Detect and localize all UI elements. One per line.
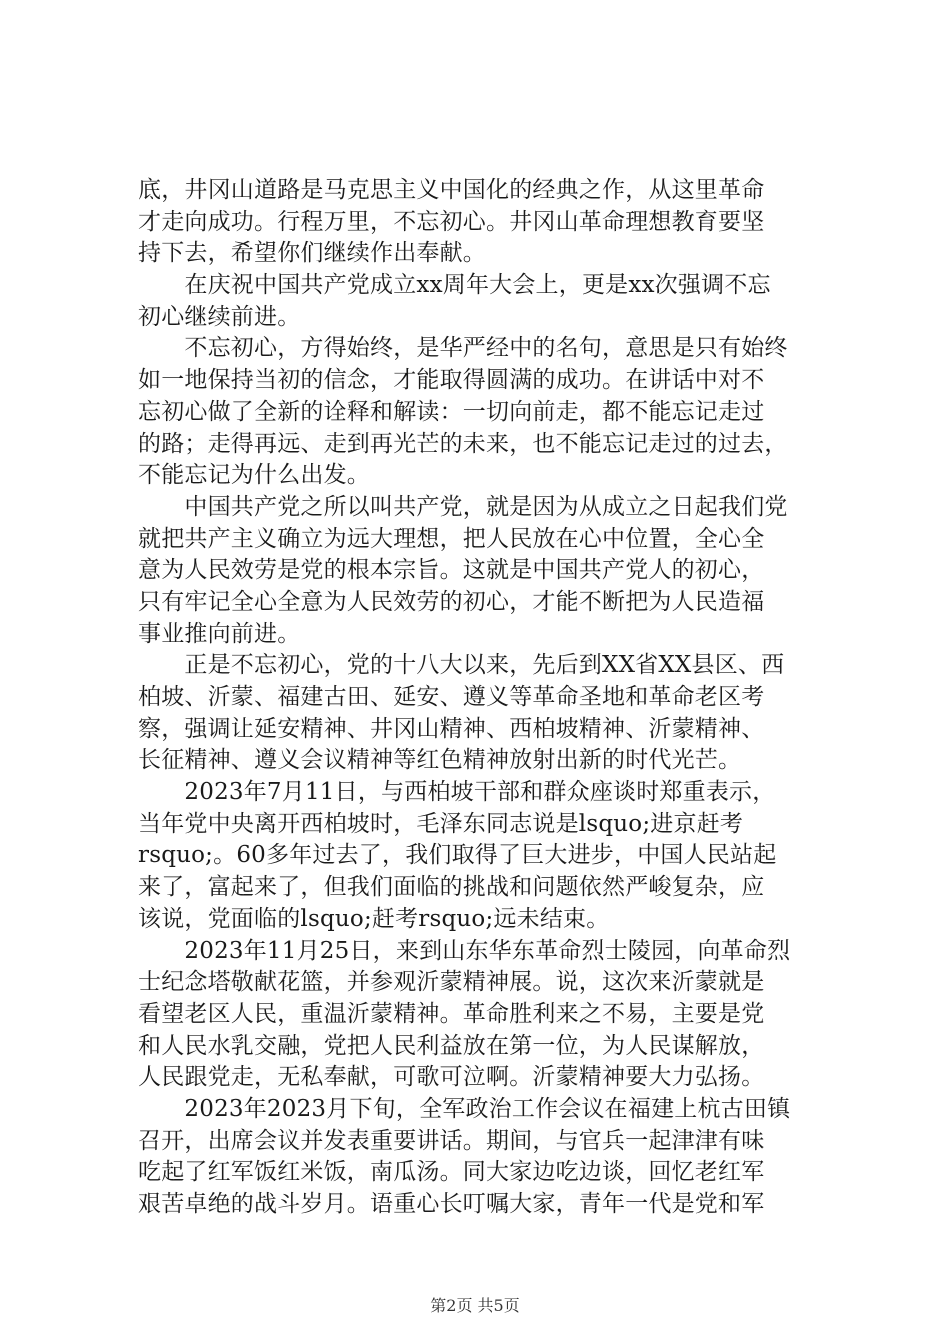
- text-line: 才走向成功。行程万里，不忘初心。井冈山革命理想教育要坚: [138, 208, 765, 235]
- document-body: [138, 175, 838, 1221]
- text-line: 该说，党面临的lsquo;赶考rsquo;远未结束。: [138, 905, 610, 932]
- text-line: 正是不忘初心，党的十八大以来，先后到XX省XX县区、西: [138, 652, 785, 679]
- text-line: 2023年11月25日，来到山东华东革命烈士陵园，向革命烈: [138, 937, 791, 964]
- text-line: 2023年2023月下旬，全军政治工作会议在福建上杭古田镇: [138, 1095, 791, 1122]
- text-line: 召开，出席会议并发表重要讲话。期间，与官兵一起津津有味: [138, 1127, 765, 1154]
- text-line: 事业推向前进。: [138, 620, 301, 647]
- text-line: 底，井冈山道路是马克思主义中国化的经典之作，从这里革命: [138, 177, 765, 203]
- text-line: 和人民水乳交融，党把人民利益放在第一位，为人民谋解放，: [138, 1032, 765, 1059]
- text-line: 当年党中央离开西柏坡时，毛泽东同志说是lsquo;进京赶考: [138, 810, 744, 837]
- text-line: 意为人民效劳是党的根本宗旨。这就是中国共产党人的初心，: [138, 557, 765, 584]
- page-footer: 第2页 共5页: [430, 1296, 520, 1315]
- text-line: 不忘初心，方得始终，是华严经中的名句，意思是只有始终: [138, 335, 788, 362]
- text-line: 不能忘记为什么出发。: [138, 462, 370, 489]
- text-line: 看望老区人民，重温沂蒙精神。革命胜利来之不易，主要是党: [138, 1000, 765, 1027]
- text-line: 士纪念塔敬献花篮，并参观沂蒙精神展。说，这次来沂蒙就是: [138, 969, 765, 996]
- text-line: 如一地保持当初的信念，才能取得圆满的成功。在讲话中对不: [138, 367, 765, 394]
- text-line: 中国共产党之所以叫共产党，就是因为从成立之日起我们党: [138, 493, 788, 520]
- text-line: rsquo;。60多年过去了，我们取得了巨大进步，中国人民站起: [138, 842, 777, 869]
- text-line: 吃起了红军饭红米饭，南瓜汤。同大家边吃边谈，回忆老红军: [138, 1159, 765, 1186]
- text-line: 的路；走得再远、走到再光芒的未来，也不能忘记走过的过去，: [138, 430, 788, 457]
- text-line: 持下去，希望你们继续作出奉献。: [138, 240, 486, 267]
- text-line: 长征精神、遵义会议精神等红色精神放射出新的时代光芒。: [138, 747, 742, 774]
- text-line: 来了，富起来了，但我们面临的挑战和问题依然严峻复杂，应: [138, 874, 765, 901]
- text-line: 2023年7月11日，与西柏坡干部和群众座谈时郑重表示，: [138, 779, 776, 806]
- text-line: 初心继续前进。: [138, 303, 301, 330]
- text-line: 人民跟党走，无私奉献，可歌可泣啊。沂蒙精神要大力弘扬。: [138, 1064, 765, 1091]
- text-line: 只有牢记全心全意为人民效劳的初心，才能不断把为人民造福: [138, 588, 765, 615]
- text-line: 柏坡、沂蒙、福建古田、延安、遵义等革命圣地和革命老区考: [138, 684, 765, 710]
- text-line: 察，强调让延安精神、井冈山精神、西柏坡精神、沂蒙精神、: [138, 715, 765, 742]
- text-line: 就把共产主义确立为远大理想，把人民放在心中位置，全心全: [138, 525, 765, 552]
- text-line: 忘初心做了全新的诠释和解读：一切向前走，都不能忘记走过: [138, 398, 765, 425]
- text-line: 在庆祝中国共产党成立xx周年大会上，更是xx次强调不忘: [138, 272, 771, 299]
- text-line: 艰苦卓绝的战斗岁月。语重心长叮嘱大家，青年一代是党和军: [138, 1191, 765, 1217]
